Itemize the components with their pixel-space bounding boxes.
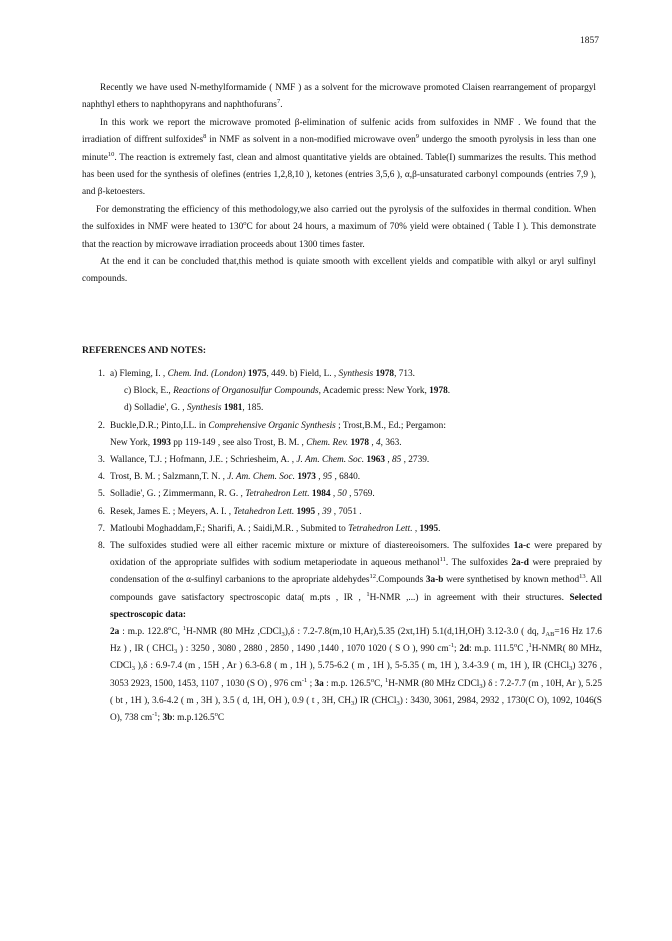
reference-line xyxy=(110,521,602,538)
text-run: The sulfoxides studied were all either racemic mixture or mixture of diastereoisomers. The sulfoxides xyxy=(110,541,514,552)
text-run: 95 xyxy=(322,472,333,483)
text-run: , xyxy=(412,523,420,534)
text-run: ),δ : 7.2-7.8(m,10 H,Ar),5.35 (2xt,1H) 5.1(d,1H,OH) 3.12-3.0 ( dq, J xyxy=(284,627,546,638)
text-run: Tetahedron Lett. xyxy=(233,506,295,517)
text-run: ; xyxy=(157,713,163,724)
reference-item xyxy=(82,418,602,452)
text-run: , 7051 . xyxy=(331,506,362,517)
text-run: , 449. b) Field, L. , xyxy=(266,369,339,379)
text-run: At the end it can be concluded that,this method is quiate smooth with excellent yields and compatible with alkyl or aryl sulfinyl compounds. xyxy=(82,257,596,285)
reference-note-text xyxy=(110,538,602,727)
superscript: 12 xyxy=(369,573,376,581)
text-run: Buckle,D.R.; Pinto,I.L. in xyxy=(110,420,209,431)
text-run: H-NMR ,...) in agreement with their structures. xyxy=(369,592,570,603)
text-run: , xyxy=(315,472,323,483)
text-run: Chem. Rev. xyxy=(306,437,349,448)
text-run: , xyxy=(315,506,323,517)
text-run: : m.p. 111.5 xyxy=(469,644,514,655)
text-run: 3b xyxy=(162,713,173,724)
reference-line xyxy=(110,400,602,417)
text-run: C , xyxy=(517,644,529,655)
text-run: Trost, B. M. ; Salzmann,T. N. , xyxy=(110,472,228,483)
text-run: were prepared by oxidation of the appropriate sulfides with sodium metaperiodate in aqueous methanol xyxy=(110,541,602,569)
text-run: Wallance, T.J. ; Hofmann, J.E. ; Schriesheim, A. , xyxy=(110,455,297,466)
text-run: Synthesis xyxy=(338,369,374,379)
text-run: 1978 xyxy=(429,386,448,397)
superscript: 13 xyxy=(579,573,586,581)
text-run: H-NMR (80 MHz CDCl xyxy=(388,678,480,689)
superscript: o xyxy=(370,676,375,684)
subscript: 3 xyxy=(479,682,483,690)
text-run: 1995 xyxy=(296,506,316,517)
text-run: In this work we report the microwave promoted β-elimination of sulfenic acids from sulfoxides in NMF . We found that the irradiation of diffrent sulfoxides xyxy=(82,117,596,146)
text-run: 1973 xyxy=(297,472,316,483)
text-run: ) : 3250 , 3080 , 2880 , 2850 , 1490 ,1440 , 1070 1020 ( S O ), 990 cm xyxy=(177,644,449,655)
reference-item xyxy=(82,452,602,469)
subscript: 3 xyxy=(131,665,135,673)
reference-line xyxy=(110,469,602,486)
reference-item xyxy=(82,366,602,418)
text-run: undergo the smooth pyrolysis in less than one minute xyxy=(82,135,596,163)
reference-number: 4. xyxy=(98,472,105,483)
reference-line xyxy=(110,366,602,383)
text-run: 3a-b xyxy=(425,575,444,586)
text-run: 1995 xyxy=(419,523,439,534)
text-run: J. Am. Chem. Soc. xyxy=(296,455,365,466)
superscript: 7 xyxy=(276,98,281,106)
reference-number: 8. xyxy=(98,541,105,552)
text-run: in NMF as solvent in a non-modified microwave oven xyxy=(206,135,416,146)
text-run: : m.p. 122.8 xyxy=(119,627,169,638)
page-number: 1857 xyxy=(580,36,599,46)
text-run: . xyxy=(438,523,441,534)
text-run: 1978 xyxy=(375,369,395,379)
paragraph-thermal xyxy=(82,202,596,254)
text-run: 2a xyxy=(110,627,120,638)
superscript: 11 xyxy=(439,556,446,564)
reference-number: 1. xyxy=(98,369,105,379)
subscript: 3 xyxy=(569,665,573,673)
paragraph-conclusion xyxy=(82,254,596,289)
text-run: . xyxy=(447,386,451,397)
text-run: , 5769. xyxy=(346,489,375,500)
text-run: 1984 xyxy=(311,489,331,500)
superscript: 8 xyxy=(203,133,207,141)
text-run: ; xyxy=(307,678,315,689)
text-run: Tetrahedron Lett. xyxy=(348,523,413,534)
subscript: AB xyxy=(545,631,555,639)
text-run: .Compounds xyxy=(375,575,426,586)
text-run: . xyxy=(280,100,283,111)
text-run: , Academic press: New York, xyxy=(318,386,430,397)
superscript: -1 xyxy=(152,711,158,719)
reference-line xyxy=(110,435,602,452)
superscript: 1 xyxy=(182,625,187,633)
text-run: ; xyxy=(454,644,460,655)
text-run: pp 119-149 , see also Trost, B. M. , xyxy=(170,437,307,448)
references-heading: REFERENCES AND NOTES: xyxy=(82,346,207,356)
superscript: 1 xyxy=(528,642,532,650)
text-run: Chem. Ind. (London) xyxy=(167,369,246,379)
superscript: o xyxy=(214,711,218,719)
text-run: . The reaction is extremely fast, clean and almost quantitative yields are obtained. Table(I) summarizes the results. This method has been used for the synthesis of olefines (entries 1,2,8,10 ), ketones (entries 3,5,6 ), α,β-unsaturated carbonyl compounds (entries 7,9 ), and β-ketoesters. xyxy=(82,152,596,198)
text-run: ) 3276 , 3053 2923, 1500, 1453, 1107 , 1030 (S O) , 976 cm xyxy=(110,661,602,689)
text-run: Solladie', G. ; Zimmermann, R. G. , xyxy=(110,489,246,500)
reference-number: 2. xyxy=(98,420,105,431)
text-run: a) Fleming, I. , xyxy=(110,369,168,379)
text-run: 1975 xyxy=(247,369,267,379)
text-run: Recently we have used N-methylformamide ( NMF ) as a solvent for the microwave promoted Claisen rearrangement of propargyl naphthyl ethers to naphthopyrans and naphthofurans xyxy=(82,83,596,111)
text-run: C, xyxy=(171,627,183,638)
paragraph-method xyxy=(82,115,596,202)
text-run: J. Am. Chem. Soc. xyxy=(227,472,295,483)
text-run: New York, xyxy=(110,437,153,448)
text-run: 1978 xyxy=(350,437,370,448)
text-run: Synthesis xyxy=(186,403,222,414)
text-run: 39 xyxy=(322,506,332,517)
text-run: H-NMR (80 MHz ,CDCl xyxy=(186,627,282,638)
text-run: , xyxy=(385,455,392,466)
text-run: , 713. xyxy=(394,369,415,379)
text-run: 4 xyxy=(376,437,381,448)
text-run: 1981 xyxy=(223,403,243,414)
body-text xyxy=(82,80,596,289)
reference-item xyxy=(82,521,602,538)
superscript: o xyxy=(168,625,172,633)
text-run: , 2739. xyxy=(401,455,430,466)
superscript: 1 xyxy=(366,590,370,598)
text-run: ; Trost,B.M., Ed.; Pergamon: xyxy=(335,420,446,431)
text-run: Resek, James E. ; Meyers, A. I. , xyxy=(110,506,234,517)
text-run: Matloubi Moghaddam,F.; Sharifi, A. ; Saidi,M.R. , Submited to xyxy=(110,523,349,534)
reference-number: 6. xyxy=(98,506,105,517)
text-run: 50 xyxy=(337,489,347,500)
subscript: 3 xyxy=(396,699,400,707)
text-run: 85 xyxy=(392,455,402,466)
text-run: C for about 24 hours, a maximum of 70% yield were obtained ( Table I ). This demonstrate that the reaction by microwave irradiation proceeds about 1300 times faster. xyxy=(82,222,596,250)
text-run: Reactions of Organosulfur Compounds xyxy=(173,386,319,397)
subscript: 3 xyxy=(350,699,355,707)
text-run: , xyxy=(369,437,377,448)
superscript: o xyxy=(243,220,247,228)
text-run: , 185. xyxy=(242,403,264,414)
reference-number: 5. xyxy=(98,489,105,500)
text-run: 1a-c xyxy=(513,541,531,552)
text-run: For demonstrating the efficiency of this methodology,we also carried out the pyrolysis of the sulfoxides in thermal condition. When the sulfoxides in NMF were heated to 130 xyxy=(82,204,596,233)
reference-item xyxy=(82,504,602,521)
text-run: Tetrahedron Lett. xyxy=(245,489,310,500)
paragraph-intro xyxy=(82,80,596,115)
text-run: 3a xyxy=(314,678,324,689)
text-run: ) : 3430, 3061, 2984, 2932 , 1730(C O), 1092, 1046(S O), 738 cm xyxy=(110,695,602,724)
text-run: . All compounds gave satisfactory spectroscopic data( m.pts , IR , xyxy=(110,575,603,603)
text-run: d) Solladie', G. , xyxy=(124,403,187,414)
reference-item xyxy=(82,469,602,486)
superscript: 10 xyxy=(107,150,115,158)
text-run: , 363. xyxy=(380,437,402,448)
text-run: ) δ : 7.2-7.7 (m , 10H, Ar ), 5.25 ( bt , 1H ), 3.6-4.2 ( m , 3H ), 3.5 ( d, 1H, OH ), 0.9 ( t , 3H, CH xyxy=(110,678,602,706)
text-run: 2d xyxy=(459,644,470,655)
reference-line xyxy=(110,452,602,469)
reference-line xyxy=(110,418,602,435)
superscript: -1 xyxy=(448,642,455,650)
text-run: 1993 xyxy=(152,437,171,448)
text-run: were synthetised by known method xyxy=(443,575,580,586)
text-run: were prepraied by condensation of the α-sulfinyl carbanions to the apropriate aldehydes xyxy=(110,558,602,586)
text-run: c) Block, E., xyxy=(124,386,174,397)
subscript: 3 xyxy=(174,648,178,656)
text-run: C xyxy=(217,713,225,724)
text-run: 2a-d xyxy=(511,558,529,569)
text-run: =16 Hz 17.6 Hz ) , IR ( CHCl xyxy=(110,627,602,655)
text-run: , 6840. xyxy=(332,472,361,483)
text-run: : m.p. 126.5 xyxy=(323,678,371,689)
text-run: 1963 xyxy=(366,455,386,466)
text-run: . The sulfoxides xyxy=(445,558,512,569)
text-run: ),δ : 6.9-7.4 (m , 15H , Ar ) 6.3-6.8 ( m , 1H ), 5.75-6.2 ( m , 1H ), 5-5.35 ( m, 1H ), 3.4-3.9 ( m, 1H ), IR (CHCl xyxy=(134,661,570,672)
reference-line xyxy=(110,486,602,503)
reference-item xyxy=(82,538,602,727)
superscript: 1 xyxy=(384,676,389,684)
superscript: -1 xyxy=(301,676,308,684)
text-run: C, xyxy=(374,678,385,689)
reference-number: 7. xyxy=(98,523,105,534)
text-run: : m.p.126.5 xyxy=(172,713,215,724)
reference-number: 3. xyxy=(98,455,105,466)
text-run: Selected spectroscopic data: xyxy=(110,592,602,620)
superscript: o xyxy=(513,642,518,650)
text-run: H-NMR( 80 MHz, CDCl xyxy=(110,644,602,672)
text-run: ) IR (CHCl xyxy=(354,695,397,706)
text-run: Comprehensive Organic Synthesis xyxy=(208,420,336,431)
reference-line xyxy=(110,383,602,400)
subscript: 3 xyxy=(281,631,285,639)
reference-line xyxy=(110,504,602,521)
superscript: 9 xyxy=(415,133,420,141)
reference-item xyxy=(82,486,602,503)
text-run: , xyxy=(330,489,338,500)
references-list xyxy=(82,366,602,727)
